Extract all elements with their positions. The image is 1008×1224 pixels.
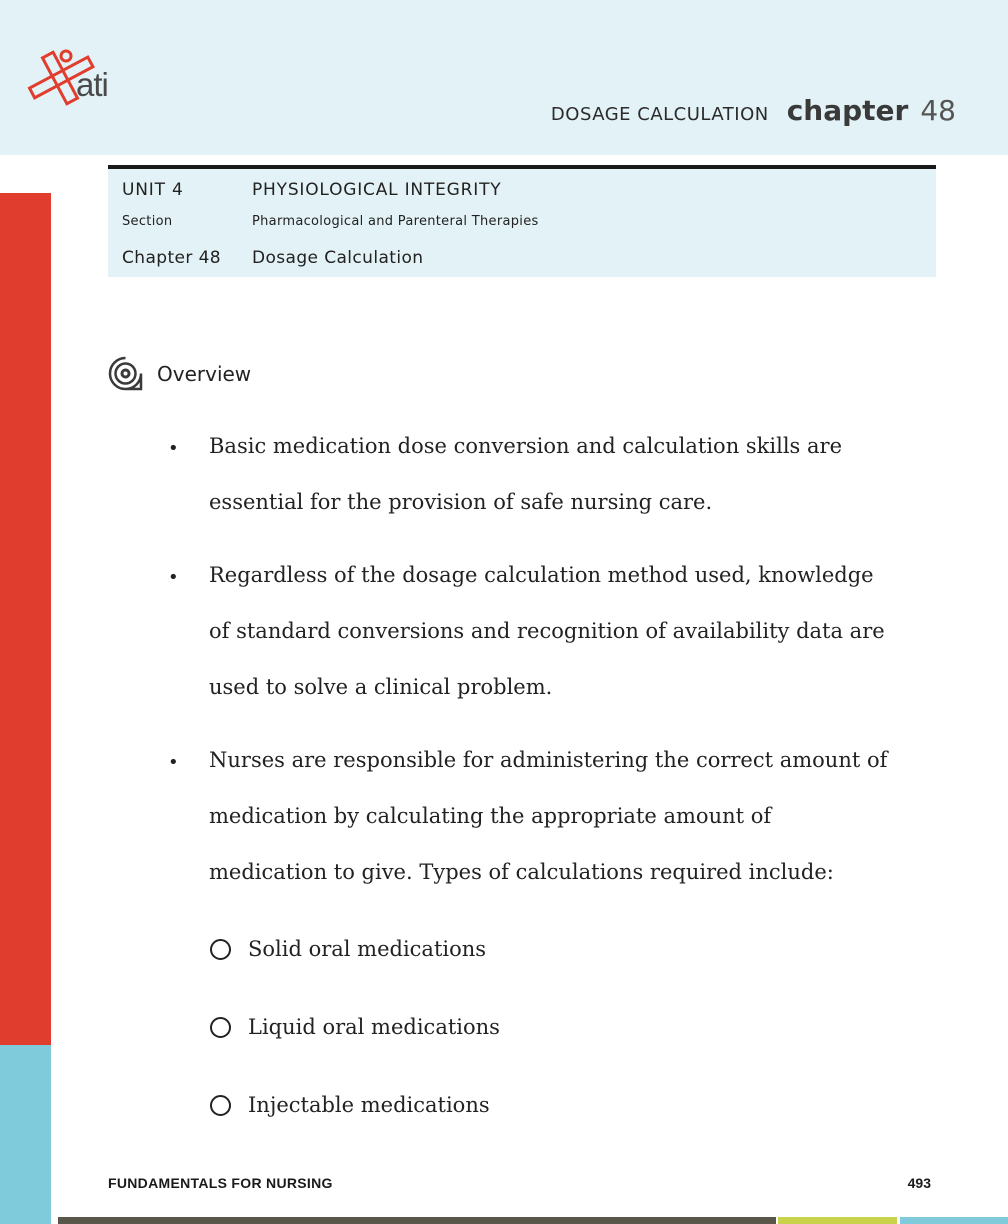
footer-bar-dark (58, 1217, 776, 1224)
bullet-dot: • (168, 438, 179, 459)
bullet-line: medication by calculating the appropriate amount of (209, 804, 772, 828)
bullet-line: of standard conversions and recognition of availability data are (209, 619, 885, 643)
logo-text: ati (76, 66, 108, 103)
section-label: Section (122, 214, 173, 229)
sub-item: Injectable medications (248, 1093, 490, 1117)
unit-value: PHYSIOLOGICAL INTEGRITY (252, 180, 502, 200)
header-band (0, 0, 1008, 155)
unit-row (122, 180, 501, 200)
chapter-label: Chapter 48 (122, 248, 222, 268)
bullet-line: Nurses are responsible for administering the correct amount of (209, 748, 888, 772)
bullet-line: essential for the provision of safe nursing care. (209, 490, 713, 514)
hollow-circle-bullet-icon (210, 939, 231, 960)
overview-label: Overview (157, 361, 252, 386)
overview-icon (108, 356, 143, 391)
chapter-header (551, 94, 956, 127)
unit-label: UNIT 4 (122, 180, 184, 200)
bullet-dot: • (168, 752, 179, 773)
chapter-number: 48 (920, 94, 956, 127)
hollow-circle-bullet-icon (210, 1095, 231, 1116)
section-value: Pharmacological and Parenteral Therapies (252, 214, 539, 229)
sub-item: Liquid oral medications (248, 1015, 500, 1039)
chapter-topic: DOSAGE CALCULATION (550, 104, 769, 125)
bullet-line: used to solve a clinical problem. (209, 675, 553, 699)
footer-page-number: 493 (907, 1175, 931, 1191)
chapter-value: Dosage Calculation (252, 248, 424, 268)
unit-info-box (108, 165, 936, 277)
overview-heading (108, 356, 251, 391)
section-row (122, 214, 539, 229)
sub-item: Solid oral medications (248, 937, 487, 961)
side-bar-blue (0, 1045, 51, 1224)
hollow-circle-bullet-icon (210, 1017, 231, 1038)
bullet-line: medication to give. Types of calculations required include: (209, 860, 834, 884)
chapter-word: chapter (786, 94, 909, 127)
bullet-line: Basic medication dose conversion and calculation skills are (209, 434, 842, 458)
bullet-dot: • (168, 567, 179, 588)
footer-bar-blue (900, 1217, 1008, 1224)
side-bar-red (0, 193, 51, 1045)
bullet-line: Regardless of the dosage calculation method used, knowledge (209, 563, 874, 587)
footer-book-title: FUNDAMENTALS FOR NURSING (108, 1175, 333, 1191)
footer-bar-lime (778, 1217, 897, 1224)
chapter-row (122, 248, 423, 268)
